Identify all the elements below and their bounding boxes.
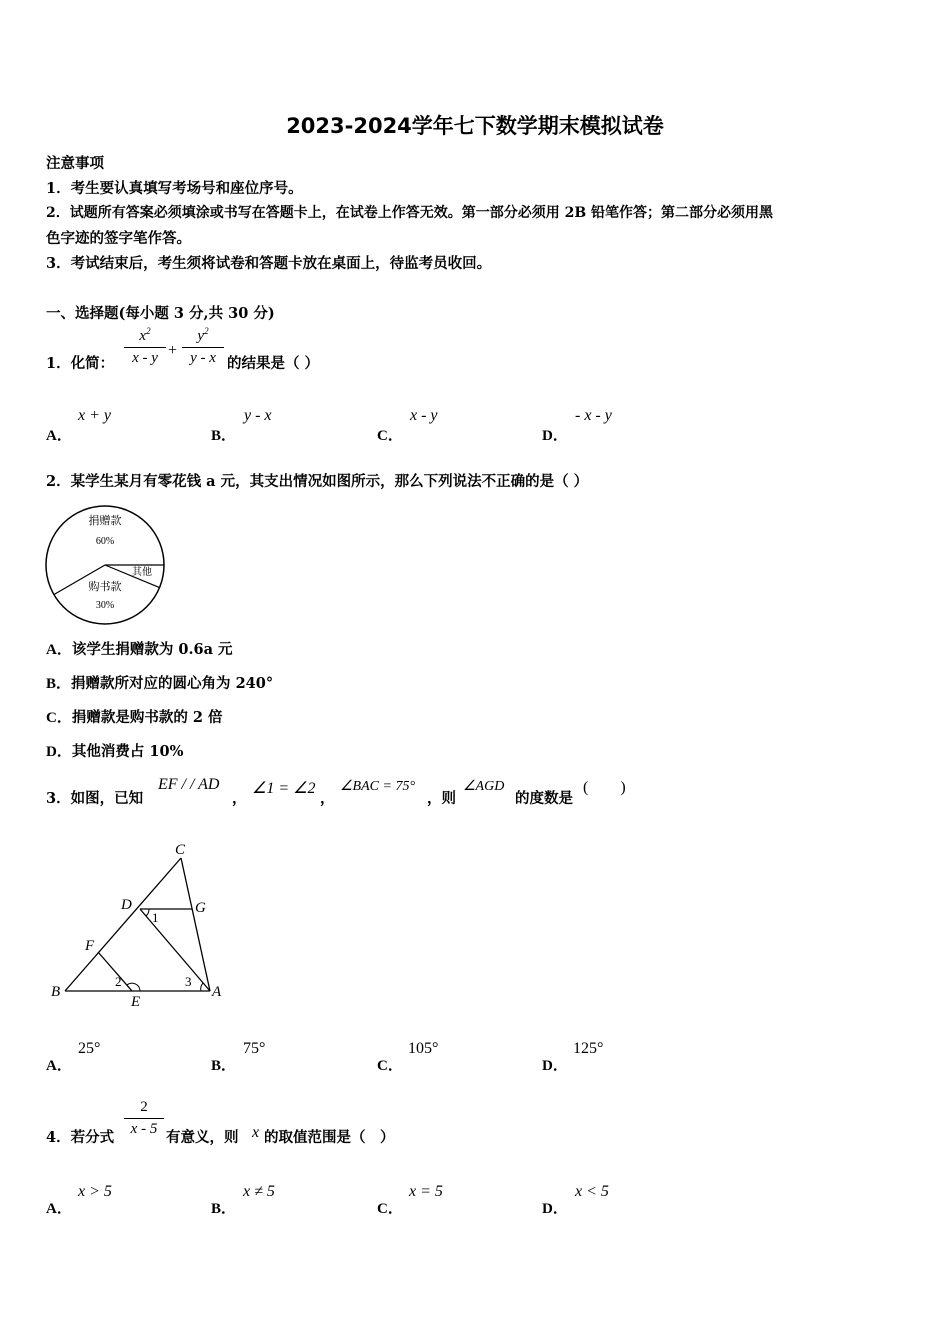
- q3-option-a-label[interactable]: A．: [46, 1058, 72, 1074]
- q4-option-c-label[interactable]: C．: [377, 1201, 403, 1217]
- q1-prefix: 1．化简：: [46, 355, 115, 372]
- q1-option-d-label[interactable]: D．: [542, 428, 568, 444]
- q2-option-b-label: B．: [46, 676, 72, 692]
- q4-frac-den: x - 5: [130, 1121, 158, 1137]
- q3-mid: ，则: [427, 790, 456, 807]
- q2-option-d-label: D．: [46, 744, 72, 760]
- q3-geometry-figure: [45, 838, 235, 1013]
- point-d-label: D: [121, 897, 132, 913]
- q3-target-angle: ∠AGD: [463, 779, 505, 794]
- q1-option-a-label[interactable]: A．: [46, 428, 72, 444]
- q2-option-c[interactable]: [46, 706, 223, 727]
- q4-frac-num: 2: [140, 1099, 148, 1115]
- q2-stem: 2．某学生某月有零花钱 a 元，其支出情况如图所示，那么下列说法不正确的是（ ）: [46, 473, 589, 490]
- q4-option-a-value: x > 5: [78, 1183, 112, 1200]
- q2-option-c-text: 捐赠款是购书款的 2 倍: [71, 709, 223, 726]
- q4-option-b-value: x ≠ 5: [243, 1183, 275, 1200]
- q3-option-a-value: 25°: [78, 1040, 101, 1057]
- notice-item-2-line-2: 色字迹的签字笔作答。: [46, 230, 191, 247]
- notice-heading: 注意事项: [46, 155, 104, 172]
- q4-mid: 有意义，则: [166, 1129, 239, 1146]
- point-c-label: C: [175, 842, 186, 858]
- section-heading: 一、选择题(每小题 3 分,共 30 分): [46, 305, 275, 322]
- q3-option-d-label[interactable]: D．: [542, 1058, 568, 1074]
- q1-plus: +: [168, 342, 178, 359]
- q3-condition-parallel: EF / / AD: [158, 776, 220, 793]
- q1-frac1-exp: 2: [146, 326, 151, 336]
- angle-1-label: 1: [152, 910, 159, 925]
- pie-label-donation: 捐赠款: [88, 515, 122, 527]
- pie-label-books: 购书款: [88, 581, 122, 593]
- q4-option-d-label[interactable]: D．: [542, 1201, 568, 1217]
- q4-option-d-value: x < 5: [575, 1183, 609, 1200]
- q4-option-c-value: x = 5: [409, 1183, 443, 1200]
- q1-option-d-value: - x - y: [575, 407, 612, 424]
- point-b-label: B: [51, 984, 61, 1000]
- q1-option-b-label[interactable]: B．: [211, 428, 237, 444]
- point-g-label: G: [195, 900, 206, 916]
- angle-3-label: 3: [185, 974, 192, 989]
- q3-prefix: 3．如图，已知: [46, 790, 144, 807]
- q4-prefix: 4．若分式: [46, 1129, 115, 1146]
- q4-option-a-label[interactable]: A．: [46, 1201, 72, 1217]
- q2-option-d-text: 其他消费占 10%: [71, 743, 184, 760]
- q3-option-c-value: 105°: [408, 1040, 439, 1057]
- q1-option-c-value: x - y: [410, 407, 438, 424]
- q3-option-c-label[interactable]: C．: [377, 1058, 403, 1074]
- point-e-label: E: [131, 994, 141, 1010]
- q3-option-b-value: 75°: [243, 1040, 266, 1057]
- q4-fraction: [124, 1099, 164, 1138]
- pie-label-other: 其他: [132, 567, 152, 578]
- q4-var: x: [252, 1124, 260, 1141]
- q2-option-b[interactable]: [46, 672, 273, 693]
- point-a-label: A: [212, 984, 222, 1000]
- q1-option-c-label[interactable]: C．: [377, 428, 403, 444]
- q3-option-b-label[interactable]: B．: [211, 1058, 237, 1074]
- q4-suffix: 的取值范围是（ ）: [264, 1129, 395, 1146]
- q1-fraction-2: [182, 326, 224, 367]
- q1-frac1-den: x - y: [132, 350, 158, 366]
- q1-frac1-num: x: [139, 328, 147, 344]
- notice-item-2-line-1: 2．试题所有答案必须填涂或书写在答题卡上，在试卷上作答无效。第一部分必须用 2B 铅笔作答；第二部分必须用黑: [46, 205, 774, 221]
- q4-option-b-label[interactable]: B．: [211, 1201, 237, 1217]
- q1-frac2-num: y: [197, 328, 205, 344]
- q2-option-b-text: 捐赠款所对应的圆心角为 240°: [71, 675, 274, 692]
- q2-option-c-label: C．: [46, 710, 72, 726]
- q1-frac2-den: y - x: [190, 350, 216, 366]
- q2-option-a[interactable]: [46, 638, 233, 659]
- q3-comma-1: ，: [232, 790, 247, 807]
- q3-comma-2: ，: [320, 790, 335, 807]
- pie-pct-books: 30%: [95, 600, 115, 611]
- q3-option-d-value: 125°: [573, 1040, 604, 1057]
- q3-condition-bac: ∠BAC = 75°: [340, 779, 416, 794]
- angle-2-label: 2: [115, 974, 122, 989]
- q2-option-d[interactable]: [46, 740, 183, 761]
- q1-frac2-exp: 2: [204, 326, 209, 336]
- q2-option-a-label: A．: [46, 642, 72, 658]
- q1-option-a-value: x + y: [78, 407, 111, 424]
- point-f-label: F: [85, 938, 95, 954]
- q1-option-b-value: y - x: [244, 407, 272, 424]
- page-title: 2023-2024学年七下数学期末模拟试卷: [286, 114, 664, 138]
- q1-suffix: 的结果是（ ）: [227, 355, 320, 372]
- q3-answer-paren: ( ): [583, 779, 626, 796]
- pie-pct-donation: 60%: [95, 536, 115, 547]
- notice-item-3: 3．考试结束后，考生须将试卷和答题卡放在桌面上，待监考员收回。: [46, 255, 492, 272]
- q3-condition-angles: ∠1 = ∠2: [252, 780, 316, 797]
- q1-fraction-1: [124, 326, 166, 367]
- q2-pie-chart: [40, 500, 170, 630]
- q2-option-a-text: 该学生捐赠款为 0.6a 元: [71, 641, 233, 658]
- q3-suffix: 的度数是: [515, 790, 573, 807]
- notice-item-1: 1．考生要认真填写考场号和座位序号。: [46, 180, 303, 197]
